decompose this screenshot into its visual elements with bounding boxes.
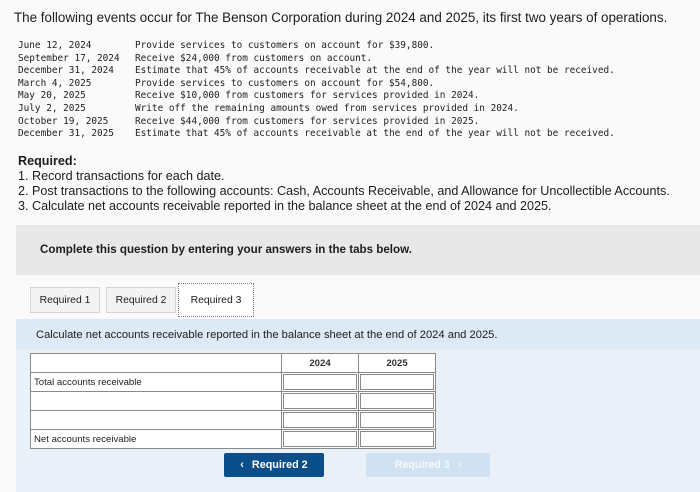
table-row	[31, 411, 436, 430]
instruction-text: Complete this question by entering your answers in the tabs below.	[40, 243, 412, 256]
event-row: March 4, 2025 Provide services to customers on account for $54,800.	[18, 77, 435, 89]
required-item: 3. Calculate net accounts receivable reported in the balance sheet at the end of 2024 and 2025.	[18, 199, 552, 213]
required-item: 2. Post transactions to the following accounts: Cash, Accounts Receivable, and Allowance for Uncollectible Accounts.	[18, 184, 670, 198]
instruction-bar	[16, 225, 700, 275]
problem-intro: The following events occur for The Benson Corporation during 2024 and 2025, its first two years of operations.	[14, 10, 668, 25]
table-row	[31, 392, 436, 411]
header-2024: 2024	[282, 354, 359, 373]
row-2-label-input[interactable]	[34, 392, 281, 410]
event-row: December 31, 2025 Estimate that 45% of accounts receivable at the end of the year will not be received.	[18, 128, 615, 140]
row-label-input-cell[interactable]	[31, 411, 282, 430]
row-2-2024-input[interactable]	[284, 394, 356, 408]
event-row: June 12, 2024 Provide services to customers on account for $39,800.	[18, 40, 435, 51]
required-item: 1. Record transactions for each date.	[18, 169, 225, 183]
previous-button-label: Required 2	[251, 459, 308, 471]
table-row	[31, 430, 436, 449]
table-header-row	[31, 354, 436, 373]
net-ar-2025-input[interactable]	[361, 432, 433, 446]
event-row: July 2, 2025 Write off the remaining amounts owed from services provided in 2024.	[18, 102, 519, 114]
header-label	[31, 354, 282, 373]
previous-required-button[interactable]	[224, 453, 324, 477]
event-row: October 19, 2025 Receive $44,000 from customers for services provided in 2025.	[18, 115, 480, 127]
row-label-input-cell[interactable]	[31, 392, 282, 411]
total-ar-2025-input[interactable]	[361, 375, 433, 389]
event-row: September 17, 2024 Receive $24,000 from customers on account.	[18, 52, 373, 64]
net-receivable-table	[30, 353, 436, 449]
tab-required-3[interactable]: Required 3	[178, 283, 254, 317]
next-button-label: Required 3	[394, 459, 450, 471]
row-3-2024-input[interactable]	[284, 413, 356, 427]
row-3-label-input[interactable]	[34, 411, 281, 429]
row-label: Total accounts receivable	[31, 373, 282, 392]
panel-heading	[16, 319, 700, 349]
header-2025: 2025	[359, 354, 436, 373]
tab-required-1[interactable]: Required 1	[30, 287, 100, 313]
net-ar-2024-input[interactable]	[284, 432, 356, 446]
required-title: Required:	[18, 154, 77, 168]
tab-required-2[interactable]: Required 2	[106, 287, 176, 313]
event-row: December 31, 2024 Estimate that 45% of accounts receivable at the end of the year will not be received.	[18, 65, 615, 77]
events-list	[18, 40, 615, 141]
row-label: Net accounts receivable	[31, 430, 282, 449]
event-row: May 20, 2025 Receive $10,000 from customers for services provided in 2024.	[18, 90, 480, 102]
chevron-left-icon: ‹	[240, 459, 244, 471]
row-2-2025-input[interactable]	[361, 394, 433, 408]
panel-text: Calculate net accounts receivable reported in the balance sheet at the end of 2024 and 2025.	[36, 329, 498, 341]
chevron-right-icon: ›	[457, 459, 462, 471]
table-row	[31, 373, 436, 392]
row-3-2025-input[interactable]	[361, 413, 433, 427]
required-section	[18, 154, 670, 214]
next-required-button[interactable]	[366, 453, 490, 477]
total-ar-2024-input[interactable]	[284, 375, 356, 389]
